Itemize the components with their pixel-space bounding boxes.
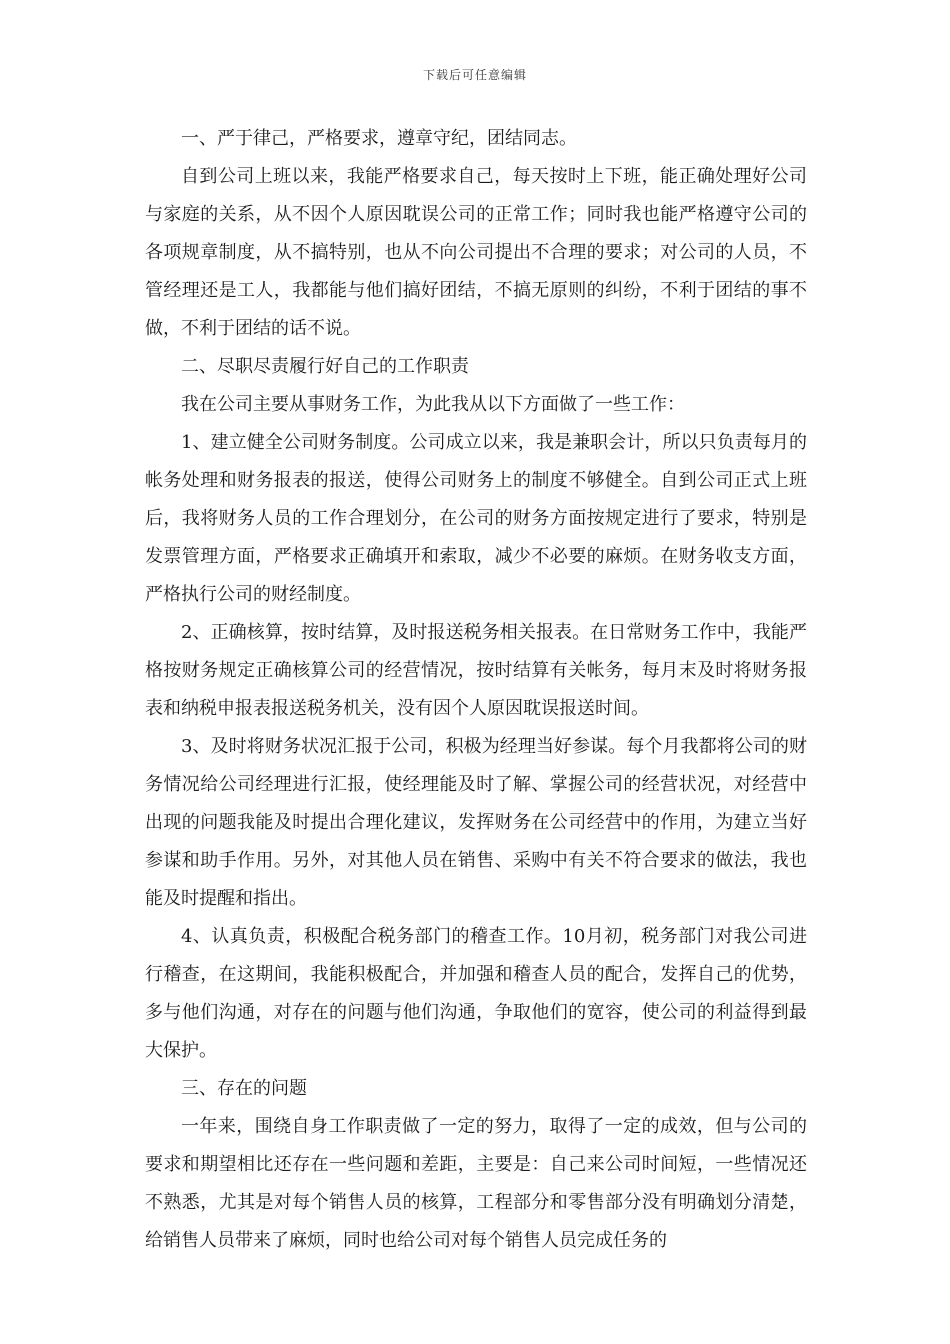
section-heading-2: 二、尽职尽责履行好自己的工作职责 [181,356,469,377]
document-body [145,120,807,1260]
paragraph: 自到公司上班以来，我能严格要求自己，每天按时上下班，能正确处理好公司与家庭的关系，从不因个人原因耽误公司的正常工作；同时我也能严格遵守公司的各项规章制度，从不搞特别，也从不向公司提出不合理的要求；对公司的人员，不管经理还是工人，我都能与他们搞好团结，不搞无原则的纠纷，不利于团结的事不做，不利于团结的话不说。 [145,166,807,339]
list-item-1: 1、建立健全公司财务制度。公司成立以来，我是兼职会计，所以只负责每月的帐务处理和财务报表的报送，使得公司财务上的制度不够健全。自到公司正式上班后，我将财务人员的工作合理划分，在公司的财务方面按规定进行了要求，特别是发票管理方面，严格要求正确填开和索取，减少不必要的麻烦。在财务收支方面，严格执行公司的财经制度。 [145,432,807,605]
page-header-note: 下载后可任意编辑 [422,68,527,82]
list-item-3: 3、及时将财务状况汇报于公司，积极为经理当好参谋。每个月我都将公司的财务情况给公司经理进行汇报，使经理能及时了解、掌握公司的经营状况，对经营中出现的问题我能及时提出合理化建议，发挥财务在公司经营中的作用，为建立当好参谋和助手作用。另外，对其他人员在销售、采购中有关不符合要求的做法，我也能及时提醒和指出。 [145,736,807,909]
paragraph: 我在公司主要从事财务工作，为此我从以下方面做了一些工作： [181,394,685,415]
list-item-4: 4、认真负责，积极配合税务部门的稽查工作。10月初，税务部门对我公司进行稽查，在这期间，我能积极配合，并加强和稽查人员的配合，发挥自己的优势，多与他们沟通，对存在的问题与他们沟通，争取他们的宽容，使公司的利益得到最大保护。 [145,926,807,1061]
list-item-2: 2、正确核算，按时结算，及时报送税务相关报表。在日常财务工作中，我能严格按财务规定正确核算公司的经营情况，按时结算有关帐务，每月末及时将财务报表和纳税申报表报送税务机关，没有因个人原因耽误报送时间。 [145,622,807,719]
paragraph: 一年来，围绕自身工作职责做了一定的努力，取得了一定的成效，但与公司的要求和期望相比还存在一些问题和差距，主要是：自己来公司时间短，一些情况还不熟悉，尤其是对每个销售人员的核算，工程部分和零售部分没有明确划分清楚，给销售人员带来了麻烦，同时也给公司对每个销售人员完成任务的 [145,1116,807,1251]
section-heading-3: 三、存在的问题 [181,1078,307,1099]
section-heading-1: 一、严于律己，严格要求，遵章守纪，团结同志。 [181,128,577,149]
